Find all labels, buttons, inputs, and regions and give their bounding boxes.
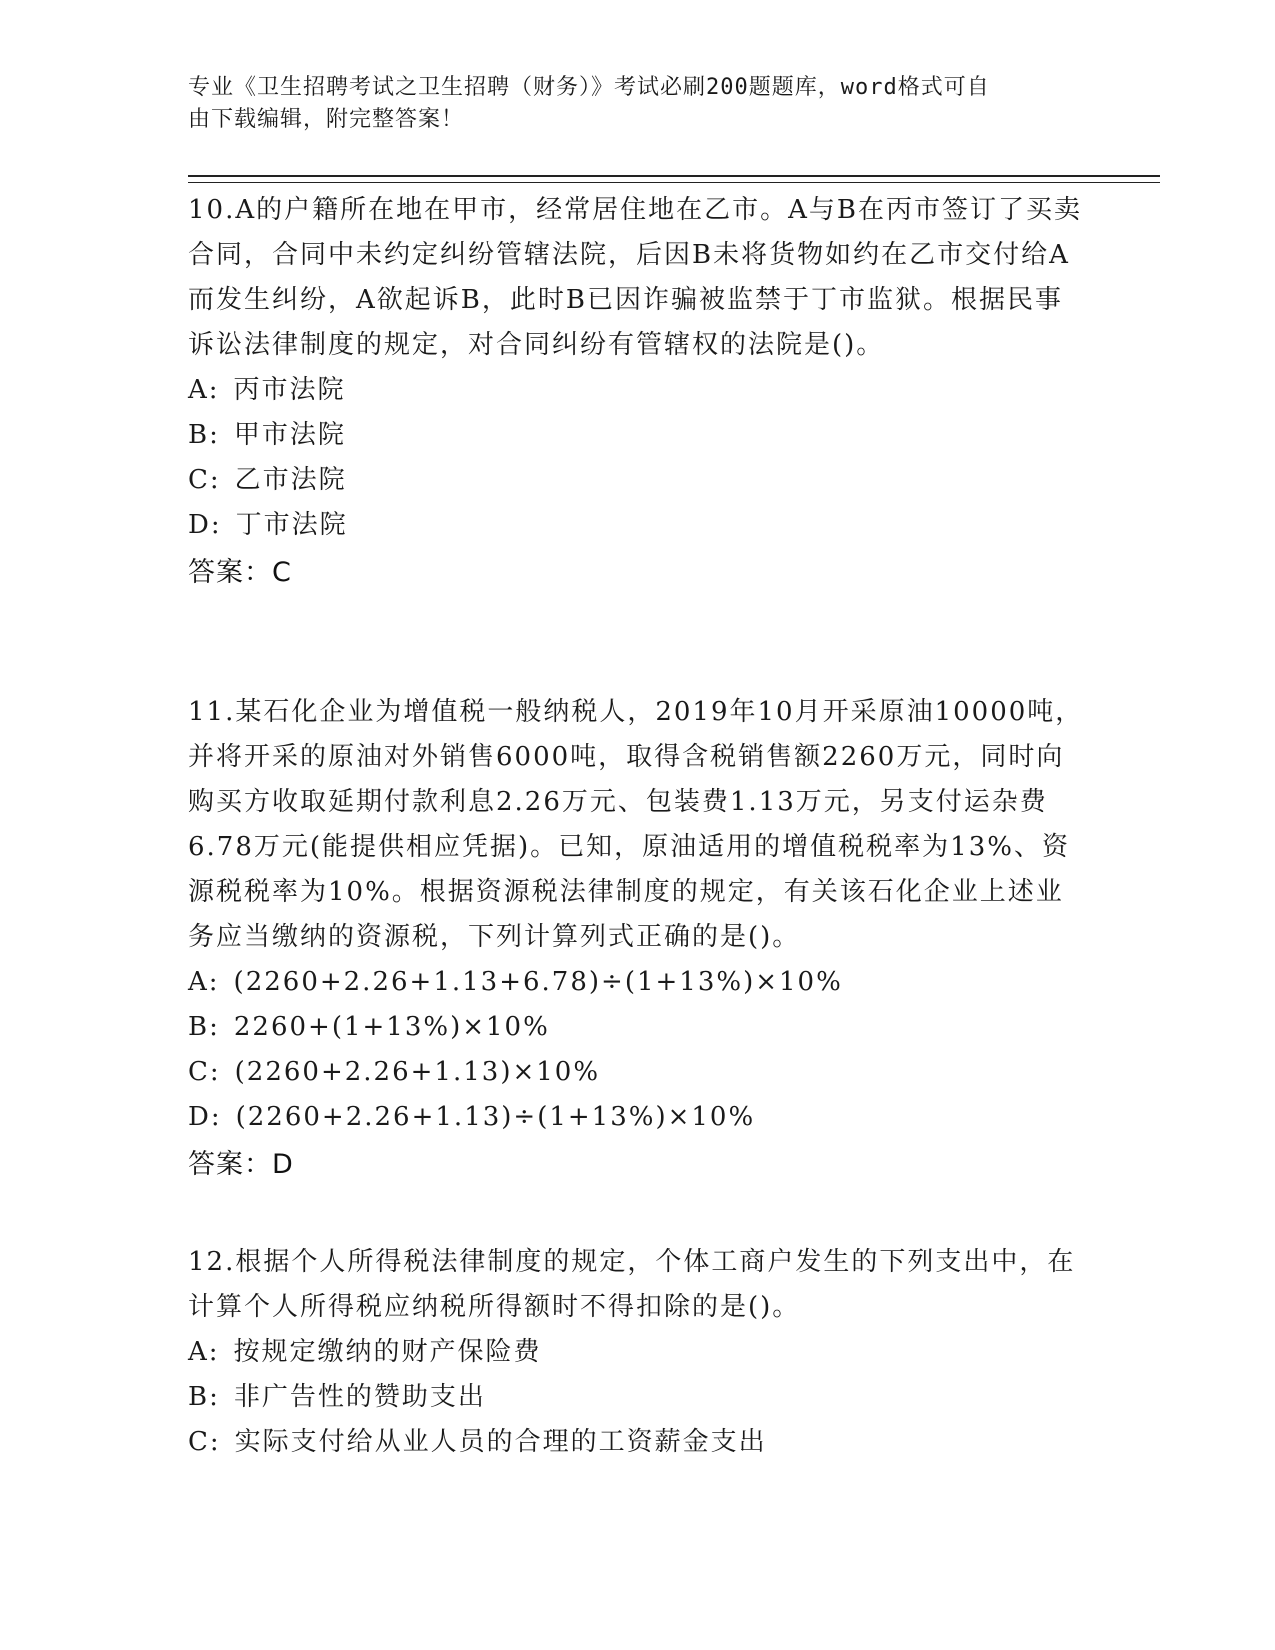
option-letter: D: <box>188 1102 222 1132</box>
option-d <box>188 503 1088 548</box>
option-b <box>188 1375 1088 1420</box>
option-text: (2260+2.26+1.13+6.78)÷(1+13%)×10% <box>233 967 843 997</box>
header-divider-thick <box>188 175 1160 177</box>
question-10 <box>188 188 1088 598</box>
option-letter: B: <box>188 1382 220 1412</box>
document-header <box>188 72 1068 136</box>
header-line-2: 由下载编辑，附完整答案！ <box>188 107 465 132</box>
answer-line: 答案：C <box>188 557 292 588</box>
option-c <box>188 1420 1088 1465</box>
option-text: 2260+(1+13%)×10% <box>233 1012 550 1042</box>
answer-line: 答案：D <box>188 1149 294 1180</box>
question-12 <box>188 1240 1088 1465</box>
option-text: 实际支付给从业人员的合理的工资薪金支出 <box>234 1427 767 1457</box>
header-line-1: 专业《卫生招聘考试之卫生招聘（财务）》考试必刷200题题库，word格式可自 <box>188 75 990 100</box>
option-letter: C: <box>188 1427 221 1457</box>
option-text: 乙市法院 <box>234 465 347 495</box>
option-letter: C: <box>188 1057 221 1087</box>
option-letter: A: <box>188 967 220 997</box>
option-letter: C: <box>188 465 221 495</box>
option-d <box>188 1095 1088 1140</box>
option-a <box>188 368 1088 413</box>
option-c <box>188 1050 1088 1095</box>
option-a <box>188 1330 1088 1375</box>
option-letter: B: <box>188 1012 220 1042</box>
question-text: 10.A的户籍所在地在甲市，经常居住地在乙市。A与B在丙市签订了买卖合同，合同中未约定纠纷管辖法院，后因B未将货物如约在乙市交付给A而发生纠纷，A欲起诉B，此时B已因诈骗被监禁于丁市监狱。根据民事诉讼法律制度的规定，对合同纠纷有管辖权的法院是()。 <box>188 195 1083 360</box>
question-11 <box>188 690 1088 1190</box>
option-a <box>188 960 1088 1005</box>
header-divider-thin <box>188 182 1160 183</box>
option-text: 丁市法院 <box>235 510 348 540</box>
option-text: 丙市法院 <box>233 375 346 405</box>
option-letter: B: <box>188 420 220 450</box>
option-text: 甲市法院 <box>233 420 346 450</box>
option-b <box>188 413 1088 458</box>
option-letter: D: <box>188 510 222 540</box>
option-text: 按规定缴纳的财产保险费 <box>233 1337 542 1367</box>
option-letter: A: <box>188 375 220 405</box>
option-text: 非广告性的赞助支出 <box>233 1382 486 1412</box>
option-c <box>188 458 1088 503</box>
question-text: 11.某石化企业为增值税一般纳税人，2019年10月开采原油10000吨，并将开采的原油对外销售6000吨，取得含税销售额2260万元，同时向购买方收取延期付款利息2.26万元、包装费1.13万元，另支付运杂费6.78万元(能提供相应凭据)。已知，原油适用的增值税税率为13%、资源税税率为10%。根据资源税法律制度的规定，有关该石化企业上述业务应当缴纳的资源税，下列计算列式正确的是()。 <box>188 697 1084 952</box>
option-text: (2260+2.26+1.13)×10% <box>234 1057 601 1087</box>
option-text: (2260+2.26+1.13)÷(1+13%)×10% <box>235 1102 756 1132</box>
option-letter: A: <box>188 1337 220 1367</box>
option-b <box>188 1005 1088 1050</box>
question-text: 12.根据个人所得税法律制度的规定，个体工商户发生的下列支出中，在计算个人所得税应纳税所得额时不得扣除的是()。 <box>188 1247 1076 1322</box>
